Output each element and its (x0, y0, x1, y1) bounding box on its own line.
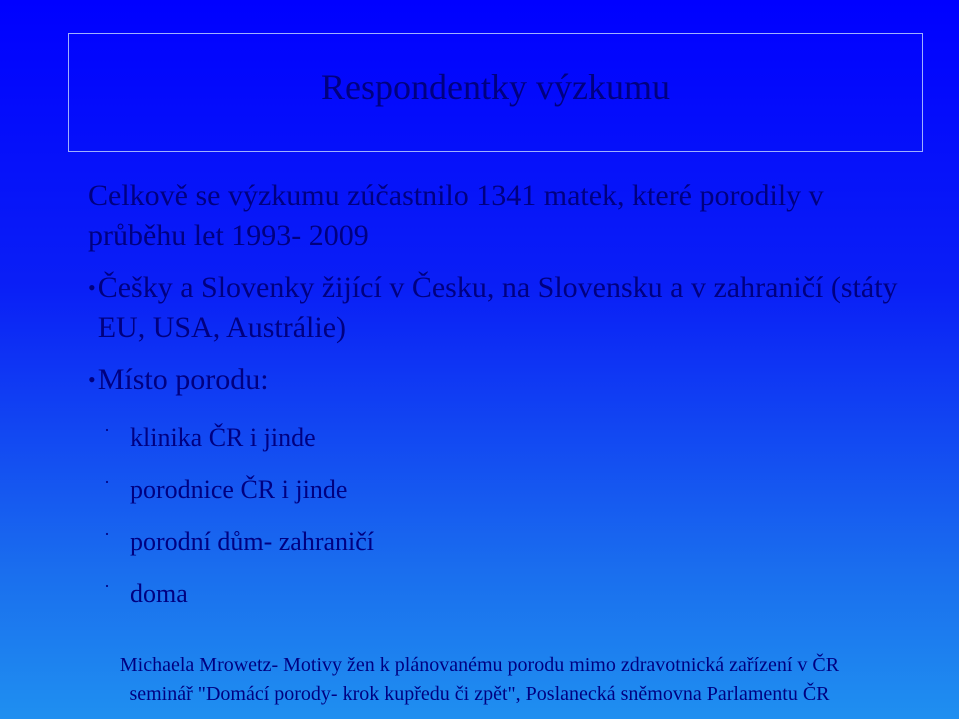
sub-bullet-icon: · (104, 576, 110, 596)
footer-author-line: Michaela Mrowetz- Motivy žen k plánovanému porodu mimo zdravotnická zařízení v ČR (119, 654, 840, 676)
list-item (104, 568, 918, 620)
bullet-birth-place (88, 360, 918, 400)
sub-bullet-icon: · (104, 472, 110, 492)
footer-seminar-line: seminář "Domácí porody- krok kupředu či zpět", Poslanecká sněmovna Parlamentu ČR (129, 683, 830, 705)
bullet-text: Češky a Slovenky žijící v Česku, na Slovensku a v zahraničí (státy EU, USA, Austrálie) (97, 271, 898, 344)
bullet-respondents (88, 268, 918, 348)
sub-bullet-icon: · (104, 524, 110, 544)
list-item (104, 464, 918, 516)
list-item (104, 516, 918, 568)
bullet-icon: • (88, 275, 96, 300)
list-item-text: porodní dům- zahraničí (130, 527, 375, 556)
bullet-icon: • (88, 367, 96, 392)
slide-title: Respondentky výzkumu (321, 66, 670, 107)
list-item-text: doma (130, 579, 188, 608)
slide-content (88, 176, 918, 620)
list-item-text: porodnice ČR i jinde (130, 475, 348, 504)
list-item (104, 412, 918, 464)
title-frame (68, 33, 923, 152)
bullet-text: Místo porodu: (97, 363, 269, 396)
intro-paragraph: Celkově se výzkumu zúčastnilo 1341 matek, které porodily v průběhu let 1993- 2009 (88, 179, 824, 252)
list-item-text: klinika ČR i jinde (130, 423, 316, 452)
birth-place-list (88, 412, 918, 620)
sub-bullet-icon: · (104, 420, 110, 440)
